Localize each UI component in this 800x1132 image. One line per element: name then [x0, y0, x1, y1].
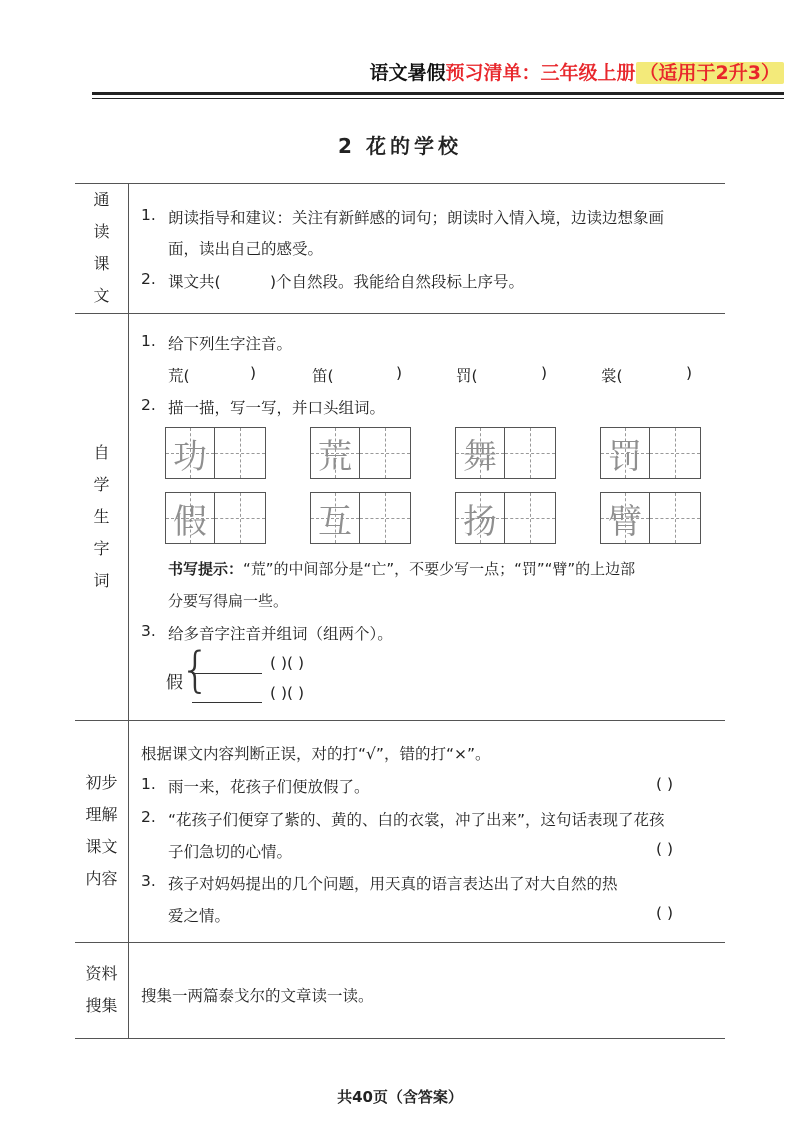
- trace-grid[interactable]: [310, 427, 412, 481]
- section2-label: 自 学 生 字 词: [93, 442, 110, 590]
- answer-paren-2[interactable]: ( ): [656, 840, 674, 858]
- s2-item3-num: 3.: [141, 622, 156, 640]
- s2-item1-num: 1.: [141, 332, 156, 350]
- s3-q3-num: 3.: [141, 872, 156, 890]
- s1-item2-num: 2.: [141, 270, 156, 288]
- table-divider-2: [75, 720, 725, 721]
- trace-char: 臂: [608, 501, 642, 542]
- s3-q3-line2: 爱之情。: [168, 907, 231, 925]
- table-column-divider: [128, 183, 129, 1038]
- lesson-title: [0, 130, 800, 159]
- pinyin-word-3: 罚(: [456, 367, 478, 385]
- s4-text: 搜集一两篇泰戈尔的文章读一读。: [141, 987, 374, 1005]
- pinyin-word-1: 荒(: [168, 367, 190, 385]
- trace-grid[interactable]: [600, 492, 702, 546]
- s3-intro: 根据课文内容判断正误，对的打“√”，错的打“×”。: [141, 745, 491, 763]
- section4-label: 资料 搜集: [85, 964, 118, 1015]
- pinyin-close-1: ): [250, 364, 257, 382]
- brace-icon: {: [180, 642, 211, 698]
- header-rule-thick: [92, 92, 784, 95]
- pinyin-close-3: ): [541, 364, 548, 382]
- tip-label: 书写提示：: [168, 560, 244, 578]
- answer-paren-3[interactable]: ( ): [656, 904, 674, 922]
- trace-grid[interactable]: [600, 427, 702, 481]
- s3-q1: 雨一来，花孩子们便放假了。: [168, 778, 370, 796]
- word-parens-1[interactable]: ( )( ): [270, 654, 305, 672]
- s2-item2-num: 2.: [141, 396, 156, 414]
- writing-tip-line1: 书写提示：“荒”的中间部分是“亡”，不要少写一点；“罚”“臂”的上边部: [168, 560, 636, 578]
- trace-char: 扬: [463, 501, 497, 542]
- s1-item1-line1: 朗读指导和建议：关注有新鲜感的词句；朗读时入情入境，边读边想象画: [168, 209, 665, 227]
- trace-grid[interactable]: [455, 492, 557, 546]
- pinyin-word-4: 裳(: [601, 367, 623, 385]
- s3-q2-line1: “花孩子们便穿了紫的、黄的、白的衣裳，冲了出来”，这句话表现了花孩: [168, 811, 665, 829]
- table-border-top: [75, 183, 725, 184]
- table-divider-3: [75, 942, 725, 943]
- s3-q2-num: 2.: [141, 808, 156, 826]
- section3-label: 初步 理解 课文 内容: [85, 773, 118, 888]
- pinyin-blank-1[interactable]: [192, 673, 262, 674]
- table-divider-1: [75, 313, 725, 314]
- s3-q1-num: 1.: [141, 775, 156, 793]
- pinyin-blank-2[interactable]: [192, 702, 262, 703]
- section1-label: 通 读 课 文: [93, 190, 110, 305]
- s1-item1-num: 1.: [141, 206, 156, 224]
- s1-item2-b: )个自然段。我能给自然段标上序号。: [270, 273, 525, 291]
- header-part1: 语文暑假: [369, 62, 446, 84]
- s3-q2-line2: 子们急切的心情。: [168, 843, 293, 861]
- trace-grid[interactable]: [165, 492, 267, 546]
- s3-q3-line1: 孩子对妈妈提出的几个问题，用天真的语言表达出了对大自然的热: [168, 875, 618, 893]
- trace-grid[interactable]: [455, 427, 557, 481]
- polyphone-char: 假: [166, 673, 183, 693]
- s1-item1-line2: 面，读出自己的感受。: [168, 240, 324, 258]
- trace-char: 假: [173, 501, 207, 542]
- s2-item1-text: 给下列生字注音。: [168, 335, 293, 353]
- s1-item2-a: 课文共(: [168, 273, 221, 291]
- trace-grid[interactable]: [310, 492, 412, 546]
- header-part3: （适用于2升3）: [636, 62, 784, 84]
- trace-char: 舞: [463, 436, 497, 477]
- word-parens-2[interactable]: ( )( ): [270, 684, 305, 702]
- writing-tip-line2: 分要写得扁一些。: [168, 592, 289, 610]
- table-border-bottom: [75, 1038, 725, 1039]
- s2-item2-text: 描一描，写一写，并口头组词。: [168, 399, 386, 417]
- lesson-title-text: 花的学校: [365, 134, 462, 158]
- page-footer: 共40页（含答案）: [337, 1088, 463, 1106]
- trace-char: 互: [318, 501, 352, 542]
- trace-char: 罚: [608, 436, 642, 477]
- lesson-number: 2: [338, 134, 352, 158]
- header-part2: 预习清单：三年级上册: [445, 62, 636, 84]
- answer-paren-1[interactable]: ( ): [656, 775, 674, 793]
- trace-char: 荒: [318, 436, 352, 477]
- trace-char: 功: [173, 436, 207, 477]
- s2-item3-text: 给多音字注音并组词（组两个）。: [168, 625, 393, 643]
- pinyin-word-2: 笛(: [312, 367, 334, 385]
- pinyin-close-2: ): [396, 364, 403, 382]
- page-header: [370, 58, 784, 85]
- pinyin-close-4: ): [686, 364, 693, 382]
- header-rule-thin: [92, 98, 784, 99]
- trace-grid[interactable]: [165, 427, 267, 481]
